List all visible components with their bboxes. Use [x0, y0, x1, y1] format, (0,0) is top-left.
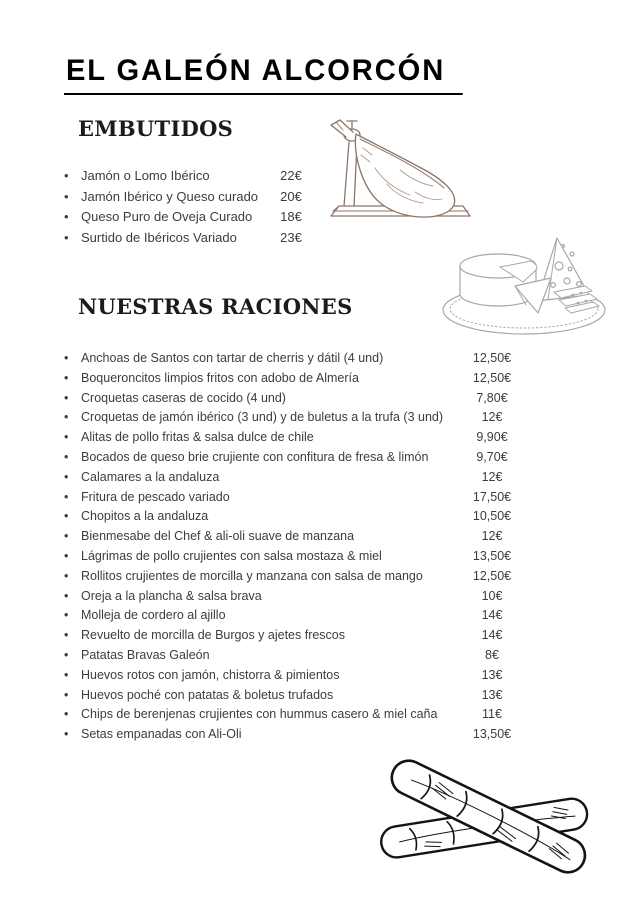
bullet-icon: • — [64, 568, 69, 583]
bullet-icon: • — [64, 588, 69, 603]
menu-item-name: Oreja a la plancha & salsa brava — [81, 588, 262, 603]
menu-item-name: Fritura de pescado variado — [81, 489, 230, 504]
bullet-icon: • — [64, 647, 69, 662]
menu-item-price: 17,50€ — [472, 489, 512, 504]
menu-item-row — [64, 646, 524, 666]
bullet-icon: • — [64, 707, 69, 722]
menu-item-name: Huevos rotos con jamón, chistorra & pimientos — [81, 667, 340, 682]
menu-item-row — [64, 166, 318, 187]
bullet-icon: • — [64, 489, 69, 504]
menu-item-row — [64, 666, 524, 686]
menu-item-name: Alitas de pollo fritas & salsa dulce de chile — [81, 430, 314, 445]
cheese-board-illustration — [438, 226, 610, 338]
menu-item-price: 12,50€ — [472, 568, 512, 583]
raciones-list — [64, 349, 524, 745]
menu-item-row — [64, 606, 524, 626]
bullet-icon: • — [64, 548, 69, 563]
menu-item-row — [64, 507, 524, 527]
menu-item-price: 9,70€ — [476, 449, 508, 464]
menu-item-row — [64, 725, 524, 745]
menu-item-row — [64, 349, 524, 369]
menu-item-row — [64, 527, 524, 547]
bullet-icon: • — [64, 608, 69, 623]
menu-item-row — [64, 408, 524, 428]
menu-item-price: 9,90€ — [476, 430, 508, 445]
menu-item-price: 12€ — [481, 529, 503, 544]
menu-item-name: Revuelto de morcilla de Burgos y ajetes frescos — [81, 628, 346, 643]
menu-item-price: 20€ — [280, 188, 302, 204]
bullet-icon: • — [64, 230, 69, 246]
section-heading-raciones: NUESTRAS RACIONES — [78, 294, 353, 319]
bullet-icon: • — [64, 727, 69, 742]
menu-item-price: 14€ — [481, 628, 503, 643]
menu-item-price: 12,50€ — [472, 351, 512, 365]
menu-item-price: 7,80€ — [476, 390, 508, 405]
baguettes-illustration — [375, 753, 610, 881]
menu-item-row — [64, 488, 524, 508]
menu-item-row — [64, 547, 524, 567]
menu-item-price: 22€ — [280, 168, 302, 183]
menu-item-price: 13,50€ — [472, 548, 512, 563]
menu-item-name: Rollitos crujientes de morcilla y manzana con salsa de mango — [81, 568, 423, 583]
bullet-icon: • — [64, 370, 69, 385]
bullet-icon: • — [64, 529, 69, 544]
menu-item-row — [64, 567, 524, 587]
menu-item-row — [64, 207, 318, 228]
menu-item-name: Setas empanadas con Ali-Oli — [81, 727, 242, 742]
menu-item-row — [64, 228, 318, 249]
menu-item-name: Surtido de Ibéricos Variado — [81, 230, 237, 246]
menu-item-price: 13,50€ — [472, 727, 512, 742]
menu-item-row — [64, 705, 524, 725]
menu-item-price: 8€ — [485, 647, 499, 662]
section-heading-embutidos: EMBUTIDOS — [78, 116, 234, 141]
menu-item-row — [64, 428, 524, 448]
menu-item-price: 10€ — [481, 588, 503, 603]
menu-item-name: Bienmesabe del Chef & ali-oli suave de manzana — [81, 529, 355, 544]
bullet-icon: • — [64, 430, 69, 445]
menu-item-name: Jamón o Lomo Ibérico — [81, 168, 210, 183]
bullet-icon: • — [64, 469, 69, 484]
menu-item-row — [64, 686, 524, 706]
bullet-icon: • — [64, 390, 69, 405]
bullet-icon: • — [64, 449, 69, 464]
embutidos-list — [64, 166, 318, 249]
menu-item-name: Anchoas de Santos con tartar de cherris y dátil (4 und) — [81, 351, 384, 365]
menu-item-price: 23€ — [280, 230, 302, 246]
menu-item-row — [64, 369, 524, 389]
menu-item-price: 13€ — [481, 667, 503, 682]
menu-item-price: 18€ — [280, 209, 302, 225]
menu-item-price: 13€ — [481, 687, 503, 702]
menu-item-name: Croquetas caseras de cocido (4 und) — [81, 390, 286, 405]
menu-item-row — [64, 389, 524, 409]
menu-item-name: Molleja de cordero al ajillo — [81, 608, 226, 623]
bullet-icon: • — [64, 351, 69, 365]
menu-item-price: 12€ — [481, 469, 503, 484]
menu-item-price: 10,50€ — [472, 509, 512, 524]
menu-item-row — [64, 587, 524, 607]
menu-item-row — [64, 626, 524, 646]
menu-item-row — [64, 187, 318, 208]
menu-item-price: 12€ — [481, 410, 503, 425]
menu-item-name: Boqueroncitos limpios fritos con adobo de Almería — [81, 370, 359, 385]
menu-item-price: 12,50€ — [472, 370, 512, 385]
menu-item-name: Queso Puro de Oveja Curado — [81, 209, 253, 225]
bullet-icon: • — [64, 509, 69, 524]
menu-item-name: Calamares a la andaluza — [81, 469, 220, 484]
bullet-icon: • — [64, 667, 69, 682]
restaurant-title: EL GALEÓN ALCORCÓN — [64, 54, 463, 95]
bullet-icon: • — [64, 410, 69, 425]
bullet-icon: • — [64, 188, 69, 204]
menu-item-name: Lágrimas de pollo crujientes con salsa mostaza & miel — [81, 548, 382, 563]
menu-item-name: Patatas Bravas Galeón — [81, 647, 210, 662]
bullet-icon: • — [64, 687, 69, 702]
menu-item-name: Chips de berenjenas crujientes con hummus casero & miel caña — [81, 707, 438, 722]
bullet-icon: • — [64, 168, 69, 183]
menu-item-name: Croquetas de jamón ibérico (3 und) y de buletus a la trufa (3 und) — [81, 410, 444, 425]
menu-item-row — [64, 468, 524, 488]
bullet-icon: • — [64, 628, 69, 643]
jamon-leg-illustration — [303, 112, 475, 230]
menu-item-name: Huevos poché con patatas & boletus trufados — [81, 687, 334, 702]
menu-item-row — [64, 448, 524, 468]
menu-item-name: Bocados de queso brie crujiente con confitura de fresa & limón — [81, 449, 429, 464]
menu-item-name: Chopitos a la andaluza — [81, 509, 209, 524]
menu-item-price: 14€ — [481, 608, 503, 623]
menu-item-name: Jamón Ibérico y Queso curado — [81, 188, 259, 204]
menu-item-price: 11€ — [482, 707, 502, 722]
bullet-icon: • — [64, 209, 69, 225]
